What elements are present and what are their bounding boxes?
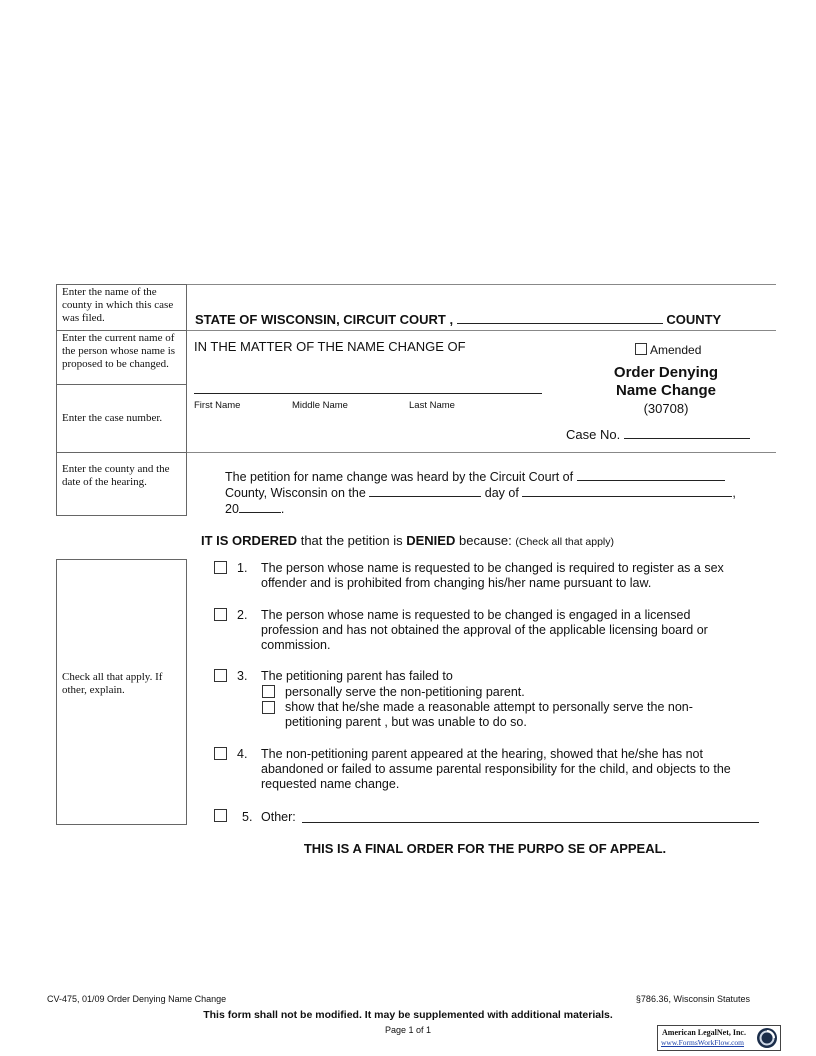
item-2-checkbox[interactable] [214, 608, 227, 621]
sidebar-divider [56, 330, 187, 331]
check-hint: Check all that apply. If other, explain. [62, 671, 163, 696]
item-1-text: The person whose name is requested to be changed is required to register as a sex offender and is prohibited from changing his/her name pursuant to law. [261, 561, 724, 590]
item-4-text: The non-petitioning parent appeared at the hearing, showed that he/she has not abandoned or failed to assume parental responsibility for the child, and objects to the requested name change. [261, 747, 731, 791]
case-no-field[interactable] [624, 427, 750, 439]
logo-url: www.FormsWorkFlow.com [661, 1038, 745, 1047]
first-name-label: First Name [194, 400, 241, 411]
county-label: COUNTY [666, 312, 722, 327]
hearing-year-field[interactable] [239, 501, 281, 513]
because-label: because: [458, 533, 512, 548]
item-5-checkbox[interactable] [214, 809, 227, 822]
hearing-day-field[interactable] [369, 485, 481, 497]
legalnet-logo [657, 1025, 781, 1051]
order-mid: that the petition is [300, 533, 403, 548]
sidebar-divider [56, 452, 187, 453]
item-4-number: 4. [237, 747, 248, 761]
last-name-label: Last Name [409, 400, 455, 411]
item-3a-text: personally serve the non-petitioning parent. [285, 685, 525, 699]
item-3-checkbox[interactable] [214, 669, 227, 682]
case-no-label: Case No. [566, 427, 621, 442]
item-3b-checkbox[interactable] [262, 701, 275, 714]
hearing-line3: 20 . [225, 502, 285, 516]
final-order-text: THIS IS A FINAL ORDER FOR THE PURPO SE OF APPEAL. [303, 841, 667, 856]
item-3b-text: show that he/she made a reasonable attempt to personally serve the non-petitioning parent , but was unable to do so. [285, 700, 693, 729]
middle-name-label: Middle Name [292, 400, 348, 411]
order-statement [201, 533, 614, 548]
item-3a-checkbox[interactable] [262, 685, 275, 698]
item-4-checkbox[interactable] [214, 747, 227, 760]
case-hint: Enter the case number. [62, 412, 163, 424]
title-line2: Name Change [615, 382, 717, 399]
denied-label: DENIED [406, 533, 456, 548]
item-1-checkbox[interactable] [214, 561, 227, 574]
hearing-text2a: County, Wisconsin on the [225, 486, 366, 500]
form-title [566, 364, 766, 400]
item-1-number: 1. [237, 561, 248, 575]
name-hint: Enter the current name of the person whose name is proposed to be changed. [62, 332, 176, 370]
item-5-number: 5. [242, 810, 253, 824]
item-3-text: The petitioning parent has failed to [261, 669, 453, 683]
sidebar-divider [56, 384, 187, 385]
logo-company: American LegalNet, Inc. [662, 1028, 746, 1037]
amended-checkbox[interactable] [635, 343, 647, 355]
county-hint: Enter the name of the county in which this case was filed. [62, 286, 174, 324]
hearing-month-field[interactable] [522, 485, 732, 497]
hearing-line1 [225, 469, 725, 484]
item-5-text: Other: [261, 810, 296, 824]
hearing-line2: County, Wisconsin on the day of , [225, 486, 736, 500]
form-code: (30708) [643, 401, 689, 416]
rule [187, 330, 776, 331]
footer-page: Page 1 of 1 [384, 1025, 432, 1035]
item-3-number: 3. [237, 669, 248, 683]
logo-emblem-icon [756, 1027, 778, 1049]
check-note: (Check all that apply) [515, 536, 615, 548]
footer-form-id: CV-475, 01/09 Order Denying Name Change [47, 994, 227, 1004]
hearing-year-label: 20 [225, 502, 239, 516]
item-2-number: 2. [237, 608, 248, 622]
hearing-text1: The petition for name change was heard by the Circuit Court of [225, 470, 574, 484]
other-field[interactable] [302, 822, 759, 823]
footer-statute: §786.36, Wisconsin Statutes [635, 994, 750, 1004]
county-field[interactable] [457, 312, 663, 324]
case-number-line [566, 427, 750, 442]
hearing-court-field[interactable] [577, 469, 725, 481]
court-line [195, 312, 721, 327]
amended-label: Amended [650, 343, 702, 357]
court-label: STATE OF WISCONSIN, CIRCUIT COURT , [195, 312, 454, 327]
footer-notice: This form shall not be modified. It may be supplemented with additional materials. [203, 1009, 613, 1021]
item-2-text: The person whose name is requested to be changed is engaged in a licensed profession and has not obtained the approval of the applicable licensing board or commission. [261, 608, 708, 652]
rule [187, 452, 776, 453]
title-line1: Order Denying [613, 364, 719, 381]
hearing-text2b: day of [484, 486, 519, 500]
top-rule [187, 284, 776, 285]
ordered-label: IT IS ORDERED [201, 533, 298, 548]
matter-label: IN THE MATTER OF THE NAME CHANGE OF [194, 339, 466, 354]
name-field[interactable] [194, 393, 542, 394]
hearing-hint: Enter the county and the date of the hearing. [62, 463, 170, 488]
